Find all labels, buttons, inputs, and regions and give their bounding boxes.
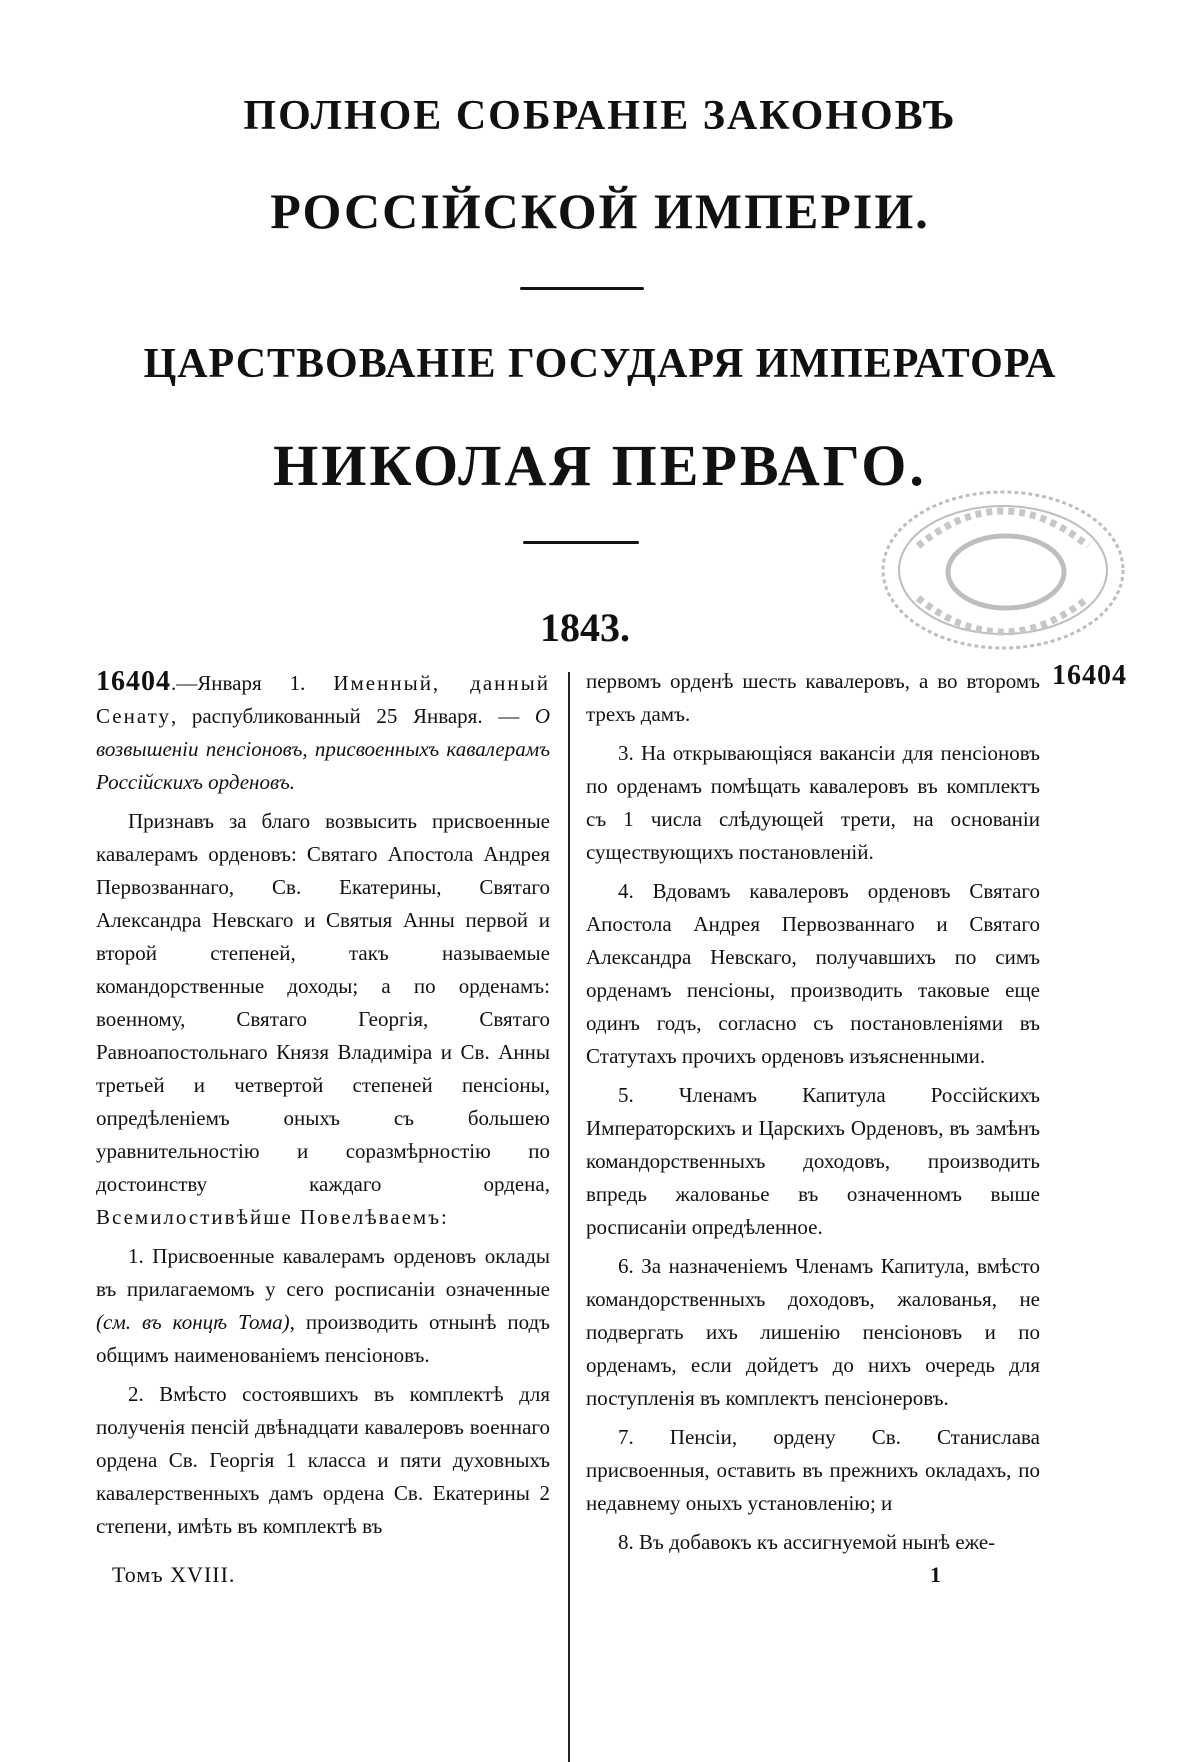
emperor-name: НИКОЛАЯ ПЕРВАГО. xyxy=(273,433,927,498)
command-phrase: Всемилостивѣйше Повелѣваемъ: xyxy=(96,1205,449,1229)
page-number: 1 xyxy=(930,1562,941,1587)
divider-rule xyxy=(520,287,644,290)
preamble: Признавъ за благо возвысить присвоенные кавалерамъ орденовъ: Святаго Апостола Андрея Первозваннаго, Св. Екатерины, Святаго Александра Невскаго и Святыя Анны первой и второй степеней, такъ называемые командорственные доходы; а по орденамъ: военному, Святаго Георгія, Святаго Равноапостольнаго Князя Владиміра и Св. Анны третьей и четвертой степеней пенсіоны, опредѣленіемъ оныхъ съ большею уравнительностію и соразмѣрностію по достоинству каждаго ордена, Всемилостивѣйше Повелѣваемъ: xyxy=(96,809,550,1229)
article-5: 5. Членамъ Капитула Россійскихъ Императорскихъ и Царскихъ Орденовъ, въ замѣнъ командорственныхъ доходовъ, производить впредь жалованье въ означенномъ выше росписаніи опредѣленное. xyxy=(586,1083,1040,1239)
law-heading xyxy=(96,665,550,799)
article-2-cont: первомъ орденѣ шесть кавалеровъ, а во второмъ трехъ дамъ. xyxy=(586,669,1040,726)
decree-type: Именный, данный xyxy=(333,671,550,695)
article-3: 3. На открывающіяся вакансіи для пенсіоновъ по орденамъ помѣщать кавалеровъ въ комплектъ съ 1 числа слѣдующей трети, на основаніи существующихъ постановленій. xyxy=(586,741,1040,864)
article-7: 7. Пенсіи, ордену Св. Станислава присвоенныя, оставить въ прежнихъ окладахъ, по недавнему оныхъ установленію; и xyxy=(586,1425,1040,1515)
law-title: О возвышеніи пенсіоновъ, присвоенныхъ кавалерамъ Россійскихъ орденовъ. xyxy=(96,704,550,794)
empire-title: РОССІЙСКОЙ ИМПЕРІИ. xyxy=(270,183,930,239)
reign-title: ЦАРСТВОВАНІЕ ГОСУДАРЯ ИМПЕРАТОРА xyxy=(143,341,1057,387)
divider-rule xyxy=(523,541,639,544)
publication-note: , распубликованный 25 Января. — xyxy=(171,704,535,728)
collection-title: ПОЛНОЕ СОБРАНІЕ ЗАКОНОВЪ xyxy=(243,93,957,139)
article-6: 6. За назначеніемъ Членамъ Капитула, вмѣсто командорственныхъ доходовъ, жалованья, не подвергать ихъ лишенію пенсіоновъ и по орденамъ, если дойдетъ до нихъ очередь для поступленія въ комплектъ пенсіонеровъ. xyxy=(586,1254,1040,1410)
article-1: 1. Присвоенные кавалерамъ орденовъ оклады въ прилагаемомъ у сего росписаніи означенные (см. въ концѣ Тома), производить отнынѣ подъ общимъ наименованіемъ пенсіоновъ. xyxy=(96,1244,551,1367)
margin-law-number: 16404 xyxy=(1052,660,1127,691)
law-date: Января 1. xyxy=(197,671,334,695)
volume-label: Томъ XVIII. xyxy=(112,1562,236,1587)
law-number: 16404 xyxy=(96,666,171,697)
heading-dash: .— xyxy=(171,671,198,695)
article-4: 4. Вдовамъ кавалеровъ орденовъ Святаго Апостола Андрея Первозваннаго и Святаго Александра Невскаго, получавшихъ по симъ орденамъ пенсіоны, производить таковые еще одинъ годъ, согласно съ постановленіями въ Статутахъ прочихъ орденовъ изъясненными. xyxy=(586,879,1040,1068)
volume-reference: (см. въ концѣ Тома) xyxy=(96,1310,290,1334)
article-8: 8. Въ добавокъ къ ассигнуемой нынѣ еже- xyxy=(618,1530,996,1554)
article-2-start: 2. Вмѣсто состоявшихъ въ комплектѣ для полученія пенсій двѣнадцати кавалеровъ военнаго ордена Св. Георгія 1 класса и пяти духовныхъ кавалерственныхъ дамъ ордена Св. Екатерины 2 степени, имѣть въ комплектѣ въ xyxy=(96,1382,550,1538)
right-column xyxy=(586,665,1040,1565)
year-heading: 1843. xyxy=(540,605,630,650)
left-column xyxy=(96,665,550,1549)
column-divider xyxy=(568,672,570,1762)
addressee: Сенату xyxy=(96,704,171,728)
